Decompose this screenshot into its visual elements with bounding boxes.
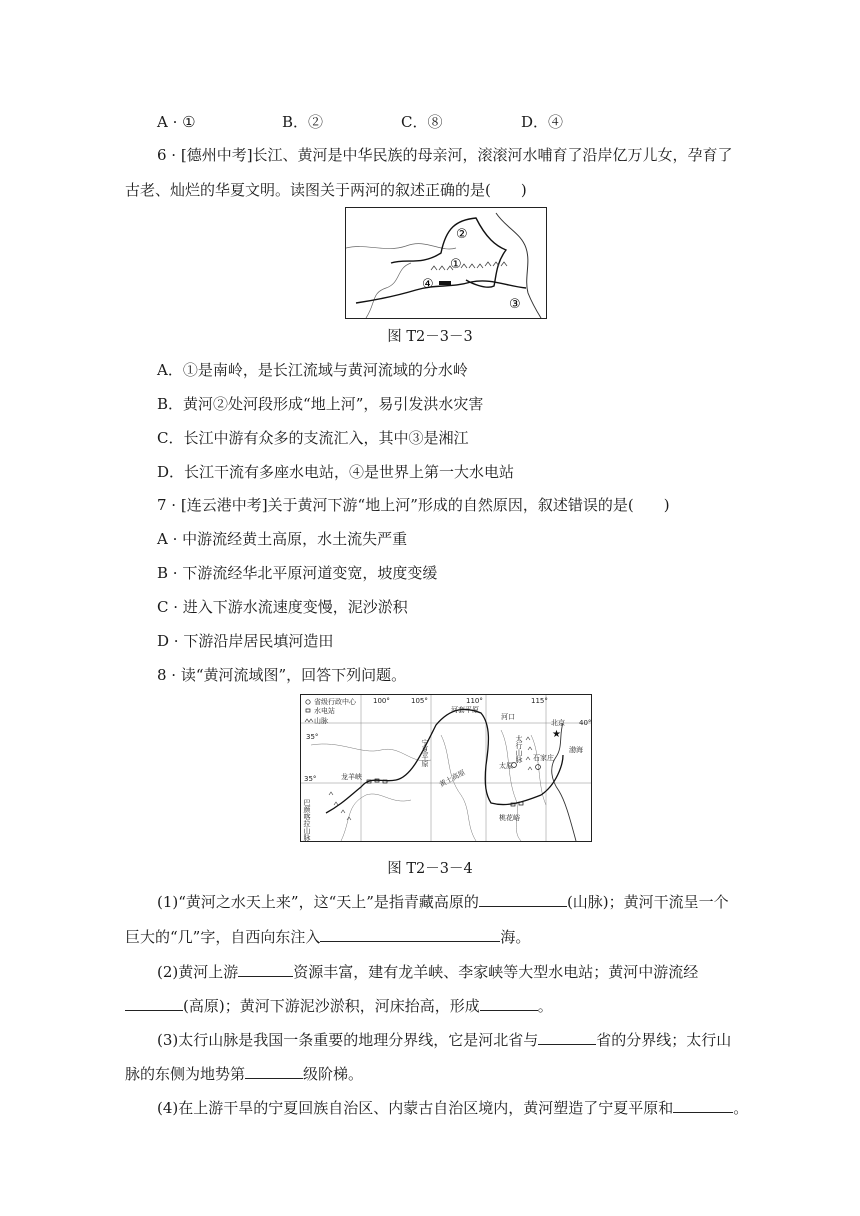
lon-110: 110° [466,697,483,705]
q8-sub4-text-b: 。 [733,1099,749,1117]
q6-option-a: A．①是南岭，是长江流域与黄河流域的分水岭 [157,361,468,379]
q6-option-c: C．长江中游有众多的支流汇入，其中③是湘江 [157,429,469,447]
lon-115: 115° [531,697,548,705]
q8-sub4-blank-1[interactable] [673,1096,733,1113]
q6-stem-line2: 古老、灿烂的华夏文明。读图关于两河的叙述正确的是( ) [125,181,527,199]
place-taohuayu: 桃花峪 [499,814,520,822]
figure-caption-t2-3-3: 图 T2－3－3 [387,329,473,345]
q6-option-d: D．长江干流有多座水电站，④是世界上第一大水电站 [157,463,515,481]
label-1: ① [450,257,462,272]
q8-sub3-line1 [157,1028,731,1050]
place-beijing: 北京 [551,719,565,727]
place-loess: 黄土高原 [438,768,467,789]
q8-sub3-blank-1[interactable] [538,1028,596,1045]
place-shijiazhuang: 石家庄 [533,754,554,762]
rivers-map [346,208,546,318]
lon-100: 100° [373,697,390,705]
legend-capital: 省级行政中心 [314,698,356,706]
q8-sub3-text-d: 级阶梯。 [303,1065,364,1083]
place-taiyuan: 太原 [499,762,513,770]
legend-mountain: 山脉 [314,717,328,725]
lat-35-left: 35° [304,775,317,783]
figure-t2-3-3 [345,207,547,319]
q5-option-d: D．④ [521,113,564,131]
figure-t2-3-4 [300,694,592,842]
q8-sub1-text-b: (山脉)；黄河干流呈一个 [566,893,729,911]
place-bohai: 渤海 [569,746,583,754]
label-3: ③ [509,297,521,312]
q6-stem-line1: 6 · [德州中考]长江、黄河是中华民族的母亲河，滚滚河水哺育了沿岸亿万儿女，孕育了 [157,146,733,164]
q8-sub1-text-d: 海。 [500,928,531,946]
q7-option-b: B · 下游流经华北平原河道变宽，坡度变缓 [157,564,438,582]
q8-sub1-line1 [157,890,729,912]
q8-sub4-line1 [157,1096,748,1118]
q5-options [157,112,563,132]
q8-sub3-line2 [125,1062,363,1084]
yellow-river-basin-map [301,695,591,841]
q8-sub3-text-a: (3)太行山脉是我国一条重要的地理分界线，它是河北省与 [157,1031,539,1049]
place-hekou: 河口 [501,713,515,721]
q7-option-d: D · 下游沿岸居民填河造田 [157,632,334,650]
lat-35-top: 35° [306,733,319,741]
q8-sub2-blank-3[interactable] [480,994,538,1011]
q8-sub2-text-c: (高原)；黄河下游泥沙淤积，河床抬高，形成 [183,997,480,1015]
q8-sub4-text-a: (4)在上游干旱的宁夏回族自治区、内蒙古自治区境内，黄河塑造了宁夏平原和 [157,1099,674,1117]
q5-option-c: C．⑧ [401,113,443,131]
q8-sub1-text-a: (1)“黄河之水天上来”，这“天上”是指青藏高原的 [157,893,479,911]
q8-sub1-line2 [125,925,530,947]
place-bayankala: 巴颜喀拉山脉 [303,799,311,841]
q8-sub2-text-a: (2)黄河上游 [157,963,239,981]
q8-stem: 8 · 读“黄河流域图”，回答下列问题。 [157,666,407,684]
q8-sub1-text-c: 巨大的“几”字，自西向东注入 [125,928,321,946]
q8-sub3-blank-2[interactable] [245,1062,303,1079]
place-longyangxia: 龙羊峡 [341,773,362,781]
q8-sub2-text-b: 资源丰富，建有龙羊峡、李家峡等大型水电站；黄河中游流经 [293,963,699,981]
lon-105: 105° [411,697,428,705]
label-4: ④ [422,277,434,292]
legend-hydro: 水电站 [314,707,335,715]
place-hetao: 河套平原 [451,706,479,714]
dam-marker [439,281,451,285]
q8-sub2-line1 [157,960,698,982]
q7-option-a: A · 中游流经黄土高原，水土流失严重 [157,530,408,548]
place-taihang: 太行山脉 [515,735,523,763]
q5-option-a: A · ① [157,113,196,131]
svg-text:★: ★ [552,729,561,740]
q7-stem: 7 · [连云港中考]关于黄河下游“地上河”形成的自然原因，叙述错误的是( ) [157,496,670,514]
q8-sub1-blank-1[interactable] [479,890,567,907]
q8-sub3-text-b: 省的分界线；太行山 [596,1031,732,1049]
lat-40: 40° [579,719,591,727]
q7-option-c: C · 进入下游水流速度变慢，泥沙淤积 [157,598,408,616]
q8-sub2-blank-2[interactable] [125,994,183,1011]
q8-sub3-text-c: 脉的东侧为地势第 [125,1065,246,1083]
place-ningxia: 宁夏平原 [421,739,429,767]
q6-option-b: B．黄河②处河段形成“地上河”，易引发洪水灾害 [157,395,484,413]
yellow-river [391,218,506,287]
figure-caption-t2-3-4: 图 T2－3－4 [387,861,473,877]
q8-sub2-blank-1[interactable] [238,960,293,977]
q8-sub1-blank-2[interactable] [320,925,500,942]
q5-option-b: B．② [282,113,324,131]
q8-sub2-text-d: 。 [537,997,553,1015]
label-2: ② [456,227,468,242]
q8-sub2-line2 [125,994,553,1016]
